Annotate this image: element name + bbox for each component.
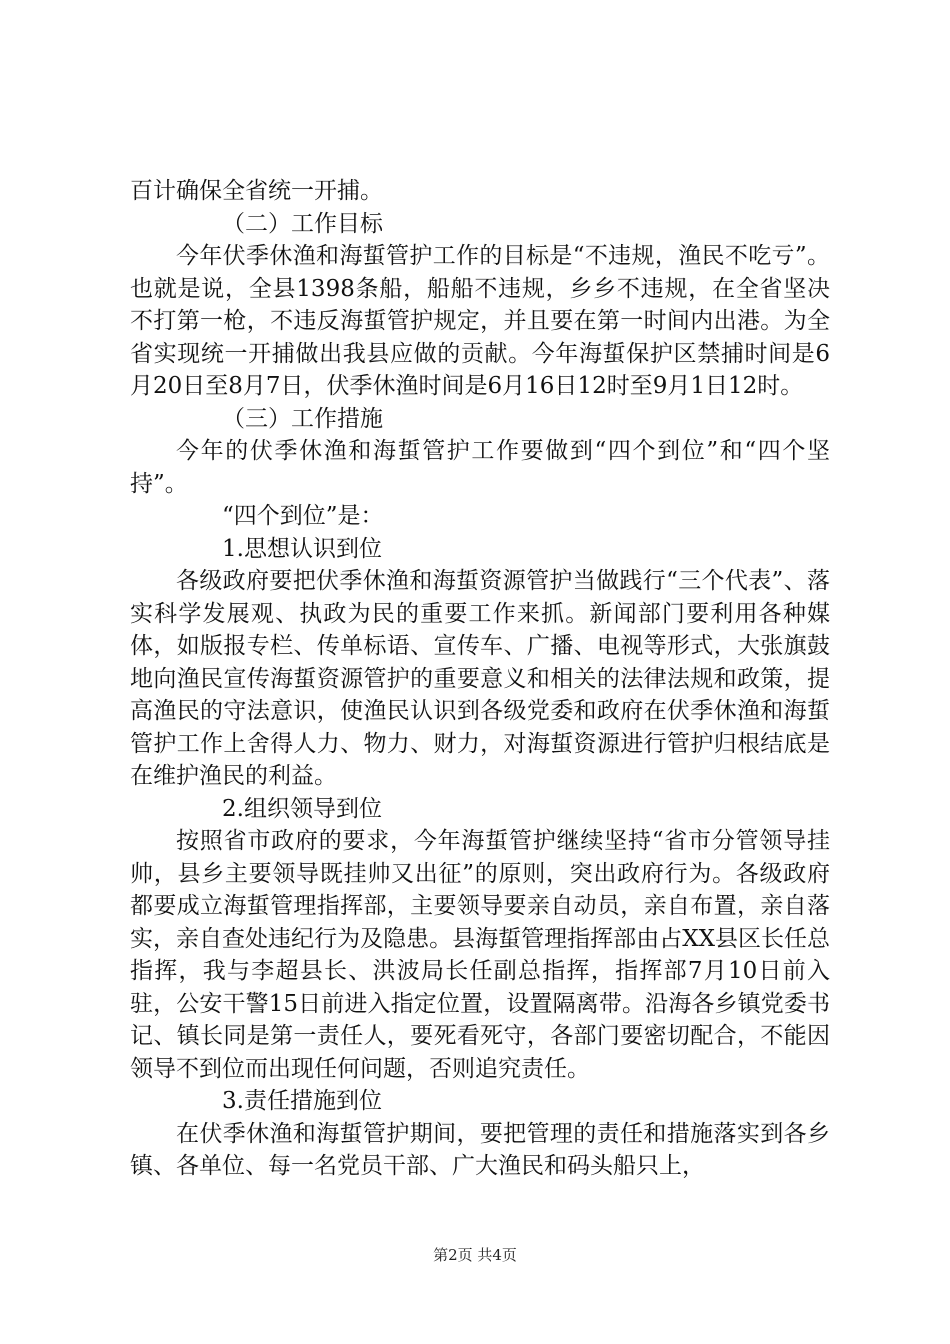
list-heading-four-in-place: “四个到位”是： [222,503,384,529]
paragraph-measures-intro: 今年的伏季休渔和海蜇管护工作要做到“四个到位”和“四个坚持”。 [130,438,830,497]
section-heading-measures: （三）工作措施 [222,405,383,432]
paragraph-thinking: 各级政府要把伏季休渔和海蜇资源管护当做践行“三个代表”、落实科学发展观、执政为民的重要工作来抓。新闻部门要利用各种媒体，如版报专栏、传单标语、宣传车、广播、电视等形式，大张旗鼓地向渔民宣传海蜇资源管护的重要意义和相关的法律法规和政策，提高渔民的守法意识，使渔民认识到各级党委和政府在伏季休渔和海蜇管护工作上舍得人力、物力、财力，对海蜇资源进行管护归根结底是在维护渔民的利益。 [130,568,830,789]
item-heading-leadership: 2.组织领导到位 [222,795,382,822]
item-heading-thinking: 1.思想认识到位 [222,535,382,562]
paragraph-goals: 今年伏季休渔和海蜇管护工作的目标是“不违规，渔民不吃亏”。也就是说，全县1398条船，船船不违规，乡乡不违规，在全省坚决不打第一枪，不违反海蜇管护规定，并且要在第一时间内出港。为全省实现统一开捕做出我县应做的贡献。今年海蜇保护区禁捕时间是6月20日至8月7日，伏季休渔时间是6月16日12时至9月1日12时。 [130,243,830,399]
document-body [130,175,830,1183]
paragraph-leadership: 按照省市政府的要求，今年海蜇管护继续坚持“省市分管领导挂帅，县乡主要领导既挂帅又出征”的原则，突出政府行为。各级政府都要成立海蜇管理指挥部，主要领导要亲自动员，亲自布置，亲自落实，亲自查处违纪行为及隐患。县海蜇管理指挥部由占XX县区长任总指挥，我与李超县长、洪波局长任副总指挥，指挥部7月10日前入驻，公安干警15日前进入指定位置，设置隔离带。沿海各乡镇党委书记、镇长同是第一责任人，要死看死守，各部门要密切配合，不能因领导不到位而出现任何问题，否则追究责任。 [130,828,830,1082]
paragraph-responsibility: 在伏季休渔和海蜇管护期间，要把管理的责任和措施落实到各乡镇、各单位、每一名党员干部、广大渔民和码头船只上， [130,1120,830,1179]
page-footer [0,1244,950,1265]
paragraph-continuation: 百计确保全省统一开捕。 [130,178,383,204]
page-number-label: 第2页 共4页 [433,1246,517,1264]
item-heading-responsibility: 3.责任措施到位 [222,1088,382,1114]
section-heading-goals: （二）工作目标 [222,210,383,237]
